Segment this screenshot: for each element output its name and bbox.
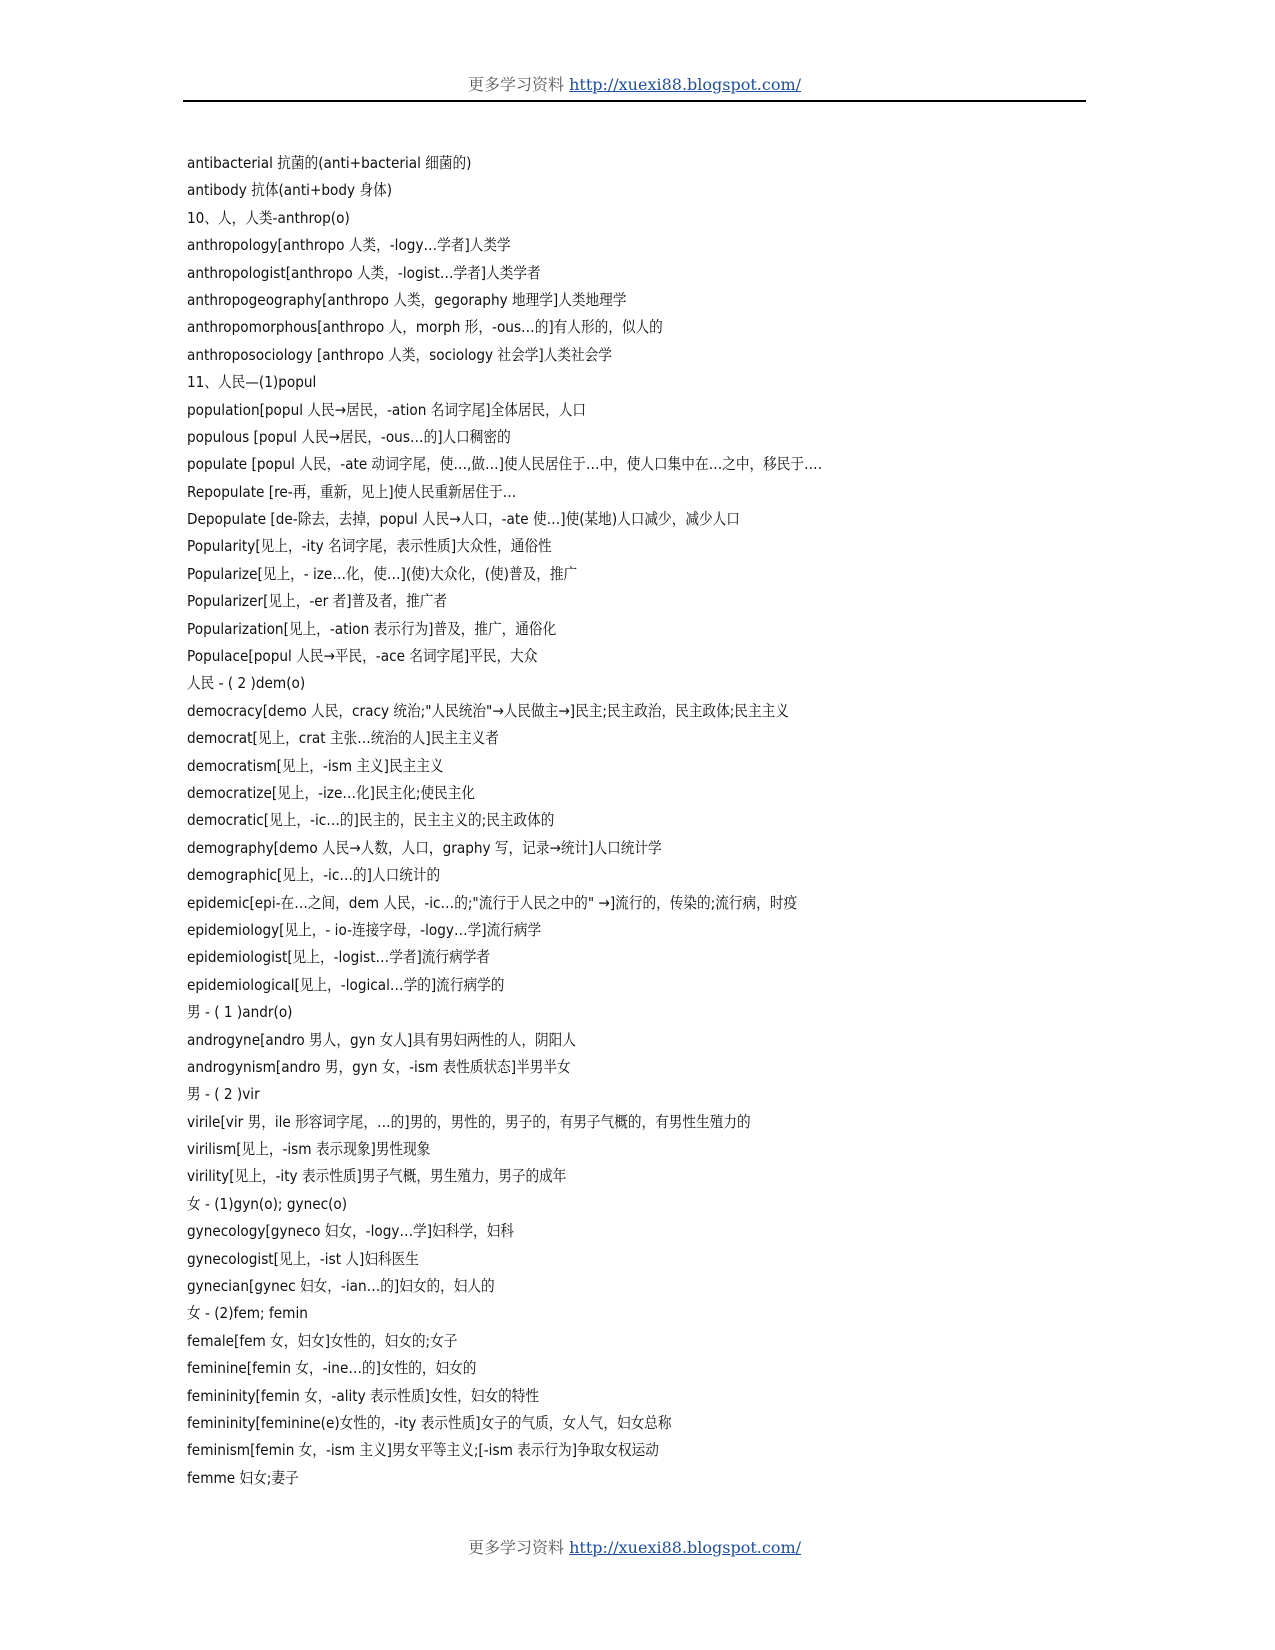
text-line: femininity[femin 女，-ality 表示性质]女性，妇女的特性 (187, 1386, 540, 1405)
page-header (183, 72, 1086, 102)
text-line: anthropogeography[anthropo 人类，gegoraphy 地理学]人类地理学 (187, 290, 627, 309)
text-line: demography[demo 人民→人数，人口，graphy 写，记录→统计]人口统计学 (187, 838, 662, 857)
text-line: democratize[见上，-ize…化]民主化;使民主化 (187, 783, 476, 802)
text-line: populate [popul 人民，-ate 动词字尾，使…,做…]使人民居住于…中，使人口集中在…之中，移民于…. (187, 455, 823, 474)
text-line: feminine[femin 女，-ine…的]女性的，妇女的 (187, 1359, 477, 1378)
text-line: gynecologist[见上，-ist 人]妇科医生 (187, 1249, 419, 1268)
text-line: democratism[见上，-ism 主义]民主主义 (187, 756, 444, 775)
text-line: female[fem 女，妇女]女性的，妇女的;女子 (187, 1331, 458, 1350)
text-line: androgynism[andro 男，gyn 女，-ism 表性质状态]半男半女 (187, 1057, 571, 1076)
header-label: 更多学习资料 (467, 75, 564, 94)
text-line: 11、人民—(1)popul (187, 373, 317, 392)
text-line: 女 - (2)fem; femin (187, 1304, 308, 1323)
text-line: androgyne[andro 男人，gyn 女人]具有男妇两性的人，阴阳人 (187, 1030, 576, 1049)
text-line: gynecology[gyneco 妇女，-logy…学]妇科学，妇科 (187, 1222, 514, 1241)
text-line: democratic[见上，-ic…的]民主的，民主主义的;民主政体的 (187, 811, 555, 830)
text-line: populous [popul 人民→居民，-ous…的]人口稠密的 (187, 427, 511, 446)
text-line: anthropology[anthropo 人类，-logy…学者]人类学 (187, 236, 511, 255)
text-line: epidemic[epi-在…之间，dem 人民，-ic…的;"流行于人民之中的" →]流行的，传染的;流行病，时疫 (187, 893, 798, 912)
footer-label: 更多学习资料 (467, 1538, 564, 1557)
text-line: 女 - (1)gyn(o); gynec(o) (187, 1194, 348, 1213)
text-line: anthropomorphous[anthropo 人，morph 形，-ous…的]有人形的，似人的 (187, 318, 663, 337)
text-line: 10、人，人类-anthrop(o) (187, 208, 350, 227)
text-line: feminism[femin 女，-ism 主义]男女平等主义;[-ism 表示行为]争取女权运动 (187, 1441, 659, 1460)
text-line: Popularization[见上，-ation 表示行为]普及，推广，通俗化 (187, 619, 557, 638)
text-line: anthroposociology [anthropo 人类，sociology 社会学]人类社会学 (187, 345, 612, 364)
text-line: virile[vir 男，ile 形容词字尾，…的]男的，男性的，男子的，有男子气概的，有男性生殖力的 (187, 1112, 751, 1131)
text-line: democracy[demo 人民，cracy 统治;"人民统治"→人民做主→]民主;民主政治，民主政体;民主主义 (187, 701, 789, 720)
text-line: Populace[popul 人民→平民，-ace 名词字尾]平民，大众 (187, 647, 538, 666)
text-line: Popularize[见上，- ize…化，使…](使)大众化，(使)普及，推广 (187, 564, 578, 583)
text-line: 人民 - ( 2 )dem(o) (187, 674, 306, 693)
text-line: antibacterial 抗菌的(anti+bacterial 细菌的) (187, 154, 472, 172)
text-line: virilism[见上，-ism 表示现象]男性现象 (187, 1140, 431, 1159)
text-line: femininity[feminine(e)女性的，-ity 表示性质]女子的气质，女人气，妇女总称 (187, 1413, 672, 1432)
text-line: demographic[见上，-ic…的]人口统计的 (187, 866, 441, 885)
text-line: antibody 抗体(anti+body 身体) (187, 181, 393, 200)
text-line: Depopulate [de-除去，去掉，popul 人民→人口，-ate 使…]使(某地)人口减少，减少人口 (187, 510, 740, 529)
text-line: gynecian[gynec 妇女，-ian…的]妇女的，妇人的 (187, 1277, 495, 1296)
page-footer (183, 1535, 1086, 1558)
text-line: femme 妇女;妻子 (187, 1468, 299, 1487)
text-line: 男 - ( 2 )vir (187, 1085, 260, 1104)
text-line: epidemiologist[见上，-logist…学者]流行病学者 (187, 948, 490, 967)
text-line: anthropologist[anthropo 人类，-logist…学者]人类学者 (187, 263, 541, 282)
text-line: population[popul 人民→居民，-ation 名词字尾]全体居民，人口 (187, 400, 587, 419)
text-line: Popularity[见上，-ity 名词字尾，表示性质]大众性，通俗性 (187, 537, 552, 556)
footer-link[interactable]: http://xuexi88.blogspot.com/ (569, 1538, 802, 1557)
text-line: epidemiology[见上，- io-连接字母，-logy…学]流行病学 (187, 920, 542, 939)
text-line: Repopulate [re-再，重新，见上]使人民重新居住于… (187, 482, 517, 501)
text-line: epidemiological[见上，-logical…学的]流行病学的 (187, 975, 505, 994)
text-line: democrat[见上，crat 主张…统治的人]民主主义者 (187, 729, 499, 748)
text-line: virility[见上，-ity 表示性质]男子气概，男生殖力，男子的成年 (187, 1167, 567, 1186)
document-body (187, 150, 1087, 1492)
text-line: Popularizer[见上，-er 者]普及者，推广者 (187, 592, 448, 611)
text-line: 男 - ( 1 )andr(o) (187, 1003, 293, 1022)
header-link[interactable]: http://xuexi88.blogspot.com/ (569, 75, 802, 94)
